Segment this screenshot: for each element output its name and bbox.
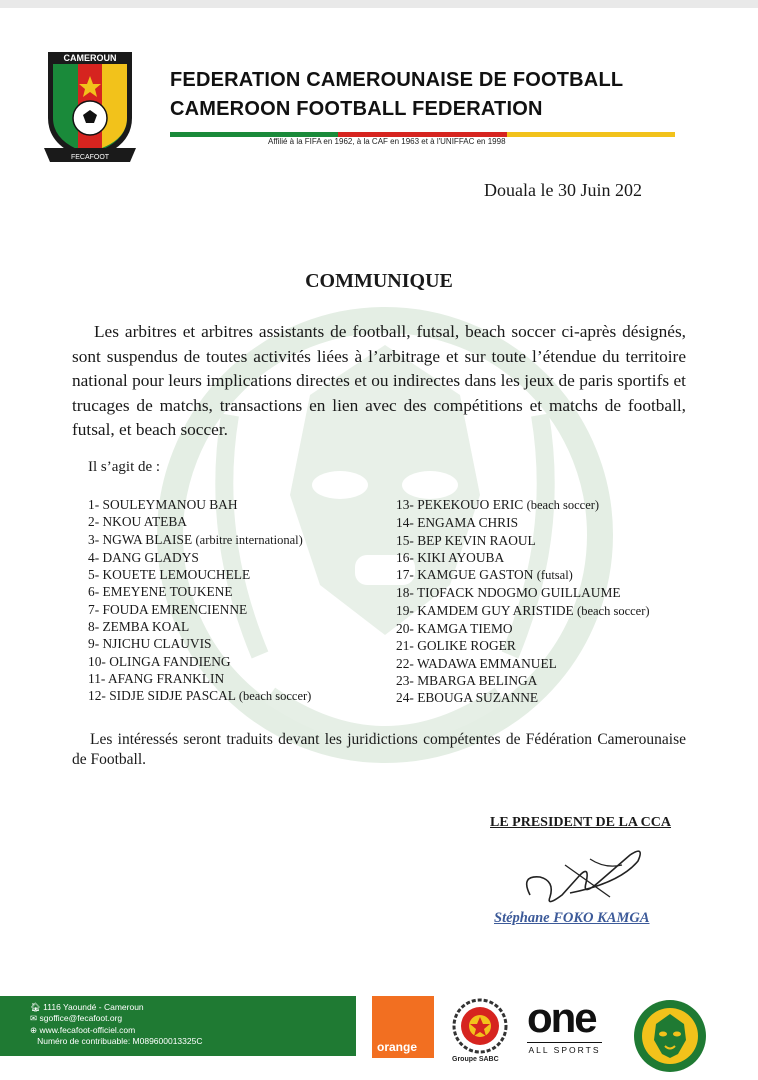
- referee-item: [396, 637, 650, 654]
- referee-name: 19- KAMDEM GUY ARISTIDE: [396, 602, 574, 618]
- affiliation-text: Affilié à la FIFA en 1962, à la CAF en 1963 et à l'UNIFFAC en 1998: [268, 137, 506, 146]
- referee-item: [88, 549, 311, 566]
- referee-name: 18- TIOFACK NDOGMO GUILLAUME: [396, 585, 621, 601]
- referee-name: 10- OLINGA FANDIENG: [88, 653, 231, 669]
- sabc-logo-icon: [450, 996, 510, 1058]
- referee-name: 13- PEKEKOUO ERIC: [396, 497, 524, 512]
- referee-name: 7- FOUDA EMRENCIENNE: [88, 601, 248, 617]
- footer-email[interactable]: ✉ sgoffice@fecafoot.org: [30, 1013, 123, 1024]
- referee-name: 14- ENGAMA CHRIS: [396, 515, 519, 531]
- federation-title-en: CAMEROON FOOTBALL FEDERATION: [170, 98, 543, 120]
- referee-item: [396, 655, 650, 672]
- referee-item: [88, 513, 311, 530]
- referee-name: 2- NKOU ATEBA: [88, 514, 187, 530]
- svg-text:FECAFOOT: FECAFOOT: [70, 154, 110, 161]
- footer-contact-panel: [0, 996, 356, 1056]
- referee-note: (futsal): [536, 568, 573, 583]
- sabc-label: Groupe SABC: [452, 1056, 499, 1063]
- referee-item: [396, 689, 650, 706]
- referee-name: 6- EMEYENE TOUKENE: [88, 584, 233, 600]
- referee-name: 8- ZEMBA KOAL: [88, 619, 190, 635]
- referee-name: 5- KOUETE LEMOUCHELE: [88, 567, 251, 583]
- referee-name: 3- NGWA BLAISE: [88, 531, 193, 547]
- orange-logo: orange: [372, 996, 434, 1058]
- closing-paragraph: Les intéressés seront traduits devant les juridictions compétentes de Fédération Camerounaise de Football.: [72, 731, 686, 768]
- referee-name: 20- KAMGA TIEMO: [396, 621, 513, 637]
- referee-name: 23- MBARGA BELINGA: [396, 672, 538, 688]
- referee-item: [396, 566, 650, 584]
- referee-item: [88, 566, 311, 583]
- referee-item: [88, 618, 311, 635]
- referee-item: [396, 584, 650, 601]
- referee-name: 11- AFANG FRANKLIN: [88, 670, 225, 686]
- referee-note: (arbitre international): [195, 532, 303, 547]
- footer-address: 🏠︎ 1116 Yaoundé - Cameroun: [30, 1002, 144, 1012]
- document-heading: COMMUNIQUE: [305, 270, 453, 292]
- one-tagline: ALL SPORTS: [527, 1042, 602, 1055]
- body-paragraph: Les arbitres et arbitres assistants de football, futsal, beach soccer ci-après désignés, sont suspendus de toutes activités liées à l’arbitrage et sur toute l’étendue du territoire national pour leurs implications directes et ou indirectes dans les jeux de paris sportifs et trucages de matchs, transactions en lien avec des compétitions et matchs de football, futsal, et beach soccer.: [72, 322, 686, 440]
- referee-name: 4- DANG GLADYS: [88, 549, 199, 565]
- referee-item: [396, 514, 650, 531]
- referee-note: (beach soccer): [526, 498, 600, 512]
- referee-item: [396, 532, 650, 549]
- referee-note: (beach soccer): [577, 603, 650, 618]
- referee-name: 22- WADAWA EMMANUEL: [396, 655, 557, 671]
- referee-note: (beach soccer): [238, 689, 312, 704]
- federation-title-fr: FEDERATION CAMEROUNAISE DE FOOTBALL: [170, 69, 624, 91]
- referee-item: [88, 583, 311, 600]
- referee-item: [88, 601, 311, 618]
- one-all-sports-logo: [527, 994, 612, 1055]
- referee-name: 1- SOULEYMANOU BAH: [88, 497, 238, 512]
- top-bar: [0, 0, 758, 8]
- referee-list-left: [88, 496, 311, 706]
- referee-name: 12- SIDJE SIDJE PASCAL: [88, 688, 236, 704]
- referee-item: [396, 496, 650, 514]
- svg-text:CAMEROUN: CAMEROUN: [63, 53, 117, 63]
- referee-item: [396, 620, 650, 637]
- lion-emblem-icon: [630, 996, 710, 1076]
- referee-item: [88, 670, 311, 687]
- referee-name: 24- EBOUGA SUZANNE: [396, 690, 539, 706]
- referee-item: [88, 653, 311, 670]
- signature-icon: [510, 835, 660, 915]
- signatory-name: Stéphane FOKO KAMGA: [494, 910, 650, 926]
- fecafoot-logo: [40, 48, 140, 166]
- referee-list-right: [396, 496, 650, 707]
- referee-item: [396, 602, 650, 620]
- referee-name: 21- GOLIKE ROGER: [396, 638, 516, 654]
- referee-item: [88, 635, 311, 652]
- referee-item: [88, 531, 311, 549]
- signatory-title: LE PRESIDENT DE LA CCA: [490, 815, 672, 830]
- referee-name: 15- BEP KEVIN RAOUL: [396, 532, 536, 548]
- one-wordmark: one: [527, 994, 596, 1041]
- referee-name: 16- KIKI AYOUBA: [396, 549, 505, 565]
- footer: [0, 996, 758, 1080]
- referee-name: 9- NJICHU CLAUVIS: [88, 636, 212, 652]
- footer-taxpayer: Numéro de contribuable: M089600013325C: [37, 1035, 203, 1046]
- referee-item: [396, 672, 650, 689]
- document-date: Douala le 30 Juin 202: [484, 180, 642, 200]
- footer-website[interactable]: ⊕ www.fecafoot-officiel.com: [30, 1024, 136, 1035]
- referee-item: [396, 549, 650, 566]
- list-intro: Il s’agit de :: [88, 459, 161, 475]
- referee-name: 17- KAMGUE GASTON: [396, 567, 534, 583]
- referee-item: [88, 496, 311, 513]
- referee-item: [88, 687, 311, 705]
